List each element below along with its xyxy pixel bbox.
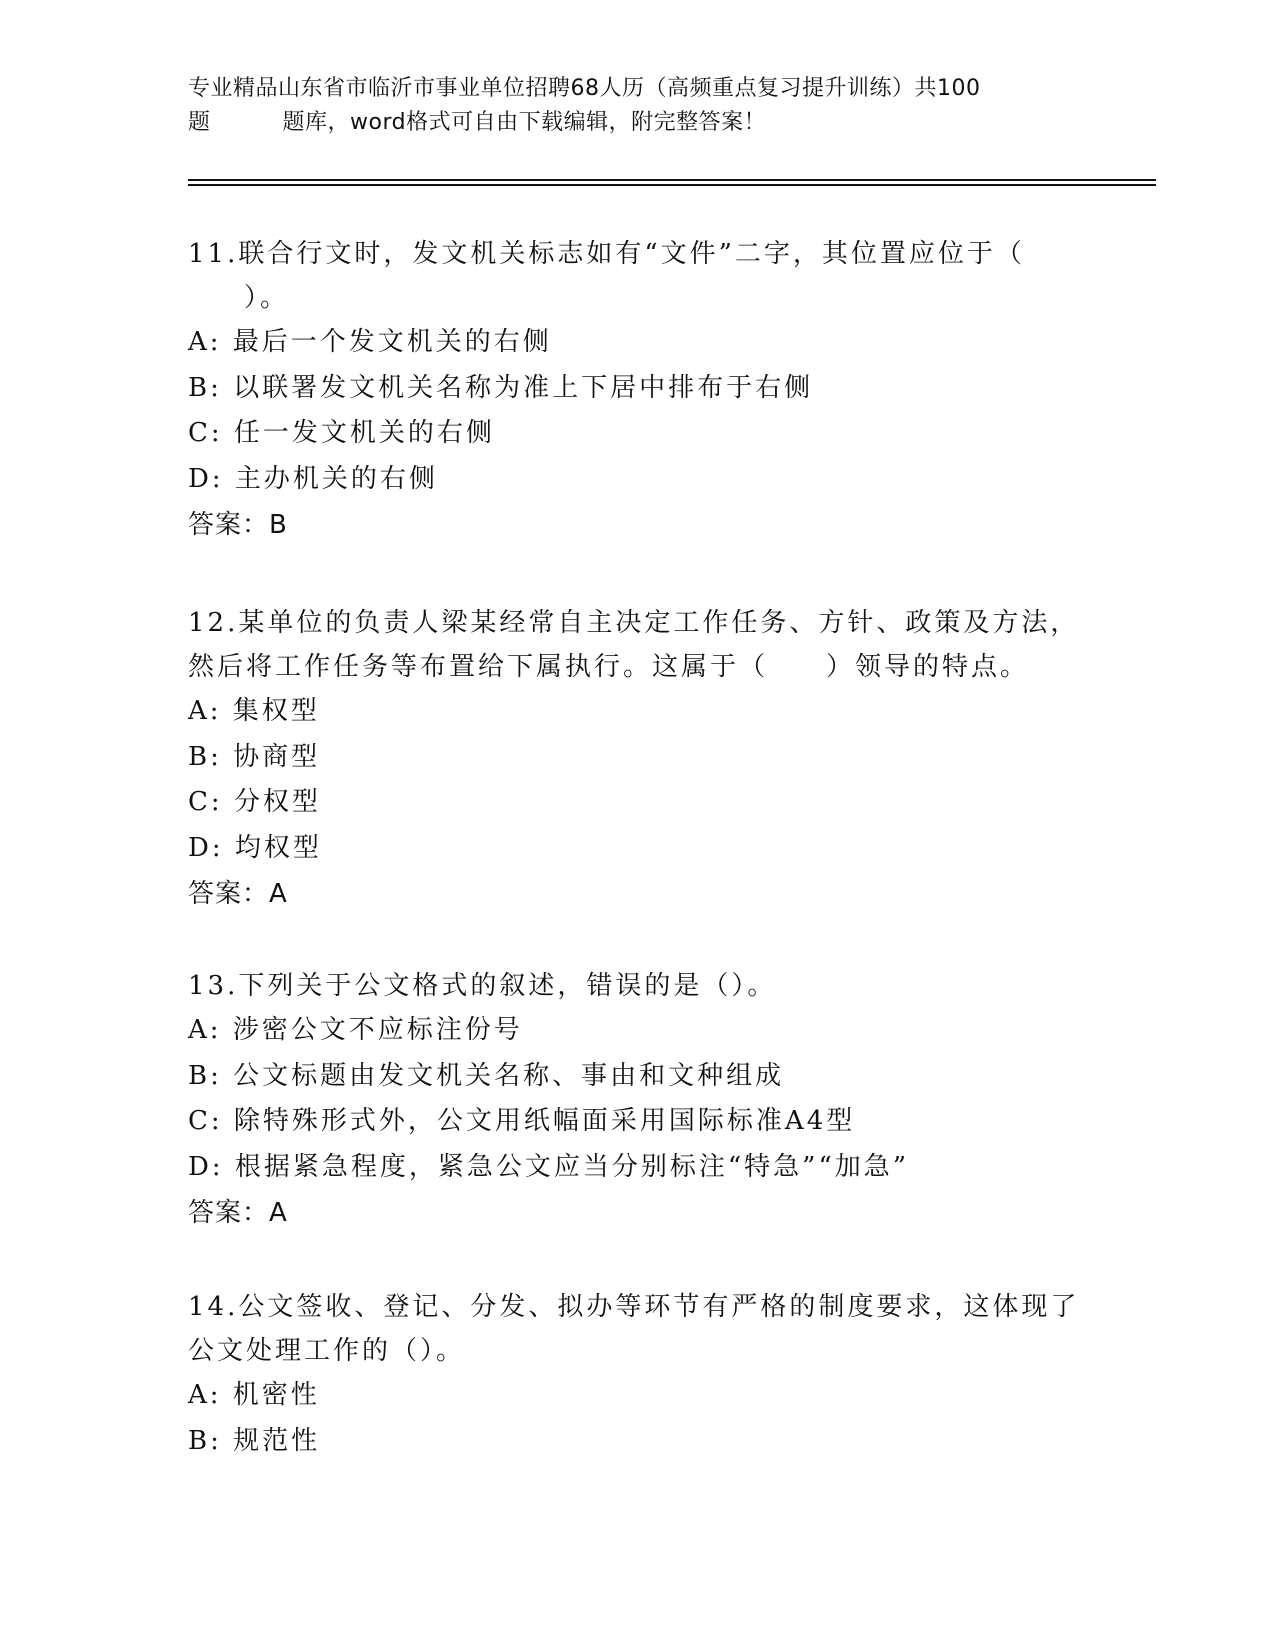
question-12 xyxy=(188,601,1088,917)
answer-label: 答案：B xyxy=(188,510,288,540)
question-stem-line: 公文处理工作的（）。 xyxy=(188,1336,466,1366)
option-b: B: 以联署发文机关名称为准上下居中排布于右侧 xyxy=(188,372,814,403)
header-divider-bottom xyxy=(188,184,1156,186)
option-c: C: 除特殊形式外，公文用纸幅面采用国际标准A4型 xyxy=(188,1106,856,1136)
question-stem xyxy=(188,232,1088,320)
option-a: A: 涉密公文不应标注份号 xyxy=(188,1015,523,1045)
header-title-line2 xyxy=(188,106,1068,140)
question-11 xyxy=(188,232,1088,548)
question-stem xyxy=(188,964,1088,1008)
question-13 xyxy=(188,964,1088,1236)
option-a: A: 集权型 xyxy=(188,696,320,726)
question-stem xyxy=(188,1285,1088,1373)
option-c: C: 分权型 xyxy=(188,787,321,817)
option-b: B: 协商型 xyxy=(188,741,321,772)
option-b: B: 规范性 xyxy=(188,1425,321,1456)
document-header xyxy=(188,72,1068,140)
header-divider-top xyxy=(188,179,1156,181)
question-stem xyxy=(188,601,1088,689)
option-a: A: 机密性 xyxy=(188,1380,320,1410)
question-stem-line: 12.某单位的负责人梁某经常自主决定工作任务、方针、政策及方法， xyxy=(188,608,1080,638)
question-14 xyxy=(188,1285,1088,1464)
option-d: D: 均权型 xyxy=(188,832,322,863)
option-a: A: 最后一个发文机关的右侧 xyxy=(188,327,552,357)
question-stem-line: 13.下列关于公文格式的叙述，错误的是（）。 xyxy=(188,971,777,1001)
option-d: D: 主办机关的右侧 xyxy=(188,463,438,494)
question-stem-line: 11.联合行文时，发文机关标志如有“文件”二字，其位置应位于（ xyxy=(188,239,1025,269)
option-c: C: 任一发文机关的右侧 xyxy=(188,418,495,448)
header-title-line2-head: 题 xyxy=(188,110,211,135)
question-stem-line: 14.公文签收、登记、分发、拟办等环节有严格的制度要求，这体现了 xyxy=(188,1292,1080,1322)
answer-label: 答案：A xyxy=(188,1198,288,1228)
header-title-line1: 专业精品山东省市临沂市事业单位招聘68人历（高频重点复习提升训练）共100 xyxy=(188,76,981,101)
option-d: D: 根据紧急程度，紧急公文应当分别标注“特急”“加急” xyxy=(188,1151,910,1182)
question-stem-line: 然后将工作任务等布置给下属执行。这属于（ ）领导的特点。 xyxy=(188,652,1030,682)
answer-label: 答案：A xyxy=(188,879,288,909)
header-title-line2-tail: 题库，word格式可自由下载编辑，附完整答案！ xyxy=(282,110,767,135)
question-stem-line: ）。 xyxy=(244,283,290,313)
option-b: B: 公文标题由发文机关名称、事由和文种组成 xyxy=(188,1060,785,1091)
